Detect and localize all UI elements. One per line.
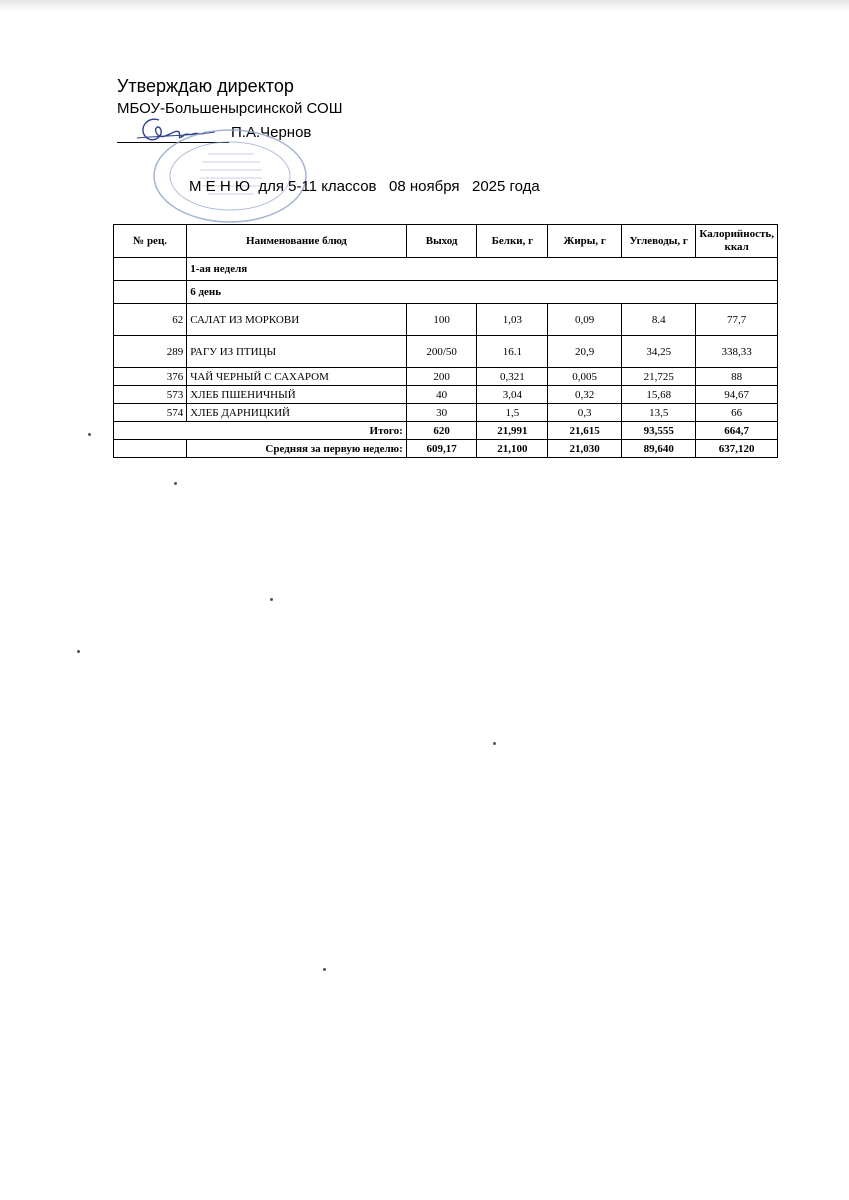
scan-speck	[270, 598, 273, 601]
dish-name: САЛАТ ИЗ МОРКОВИ	[187, 304, 407, 336]
scan-speck	[493, 742, 496, 745]
total-protein: 21,991	[477, 422, 548, 440]
school-seal-stamp	[150, 126, 310, 226]
recipe-number: 574	[114, 404, 187, 422]
table-row	[114, 386, 778, 404]
table-row	[114, 304, 778, 336]
menu-table	[113, 224, 778, 458]
carbs-cell: 13,5	[622, 404, 696, 422]
fat-cell: 20,9	[548, 336, 622, 368]
output-cell: 100	[406, 304, 477, 336]
output-cell: 200	[406, 368, 477, 386]
calories-cell: 88	[696, 368, 778, 386]
recipe-number: 62	[114, 304, 187, 336]
col-header-dish: Наименование блюд	[187, 225, 407, 258]
table-row	[114, 404, 778, 422]
table-row	[114, 336, 778, 368]
total-label: Итого:	[114, 422, 407, 440]
recipe-number: 573	[114, 386, 187, 404]
scan-edge	[0, 0, 849, 12]
col-header-recipe: № рец.	[114, 225, 187, 258]
average-carbs: 89,640	[622, 440, 696, 458]
scan-speck	[323, 968, 326, 971]
fat-cell: 0,3	[548, 404, 622, 422]
col-header-calories: Калорийность, ккал	[696, 225, 778, 258]
scan-speck	[88, 433, 91, 436]
protein-cell: 0,321	[477, 368, 548, 386]
recipe-number: 289	[114, 336, 187, 368]
week-label: 1-ая неделя	[187, 258, 778, 281]
fat-cell: 0,005	[548, 368, 622, 386]
total-output: 620	[406, 422, 477, 440]
calories-cell: 77,7	[696, 304, 778, 336]
average-protein: 21,100	[477, 440, 548, 458]
day-label: 6 день	[187, 281, 778, 304]
fat-cell: 0,32	[548, 386, 622, 404]
dish-name: ХЛЕБ ПШЕНИЧНЫЙ	[187, 386, 407, 404]
scan-speck	[174, 482, 177, 485]
school-name: МБОУ-Большенырсинской СОШ	[117, 100, 343, 117]
protein-cell: 16.1	[477, 336, 548, 368]
total-carbs: 93,555	[622, 422, 696, 440]
scan-speck	[77, 650, 80, 653]
calories-cell: 94,67	[696, 386, 778, 404]
total-fat: 21,615	[548, 422, 622, 440]
average-output: 609,17	[406, 440, 477, 458]
protein-cell: 1,03	[477, 304, 548, 336]
carbs-cell: 21,725	[622, 368, 696, 386]
average-fat: 21,030	[548, 440, 622, 458]
carbs-cell: 15,68	[622, 386, 696, 404]
col-header-output: Выход	[406, 225, 477, 258]
average-label: Средняя за первую неделю:	[187, 440, 407, 458]
total-calories: 664,7	[696, 422, 778, 440]
table-row	[114, 368, 778, 386]
output-cell: 40	[406, 386, 477, 404]
carbs-cell: 34,25	[622, 336, 696, 368]
dish-name: ХЛЕБ ДАРНИЦКИЙ	[187, 404, 407, 422]
col-header-fat: Жиры, г	[548, 225, 622, 258]
dish-name: ЧАЙ ЧЕРНЫЙ С САХАРОМ	[187, 368, 407, 386]
table-header-row	[114, 225, 778, 258]
average-row	[114, 440, 778, 458]
output-cell: 30	[406, 404, 477, 422]
carbs-cell: 8.4	[622, 304, 696, 336]
total-row	[114, 422, 778, 440]
dish-name: РАГУ ИЗ ПТИЦЫ	[187, 336, 407, 368]
calories-cell: 66	[696, 404, 778, 422]
day-row	[114, 281, 778, 304]
approval-line: Утверждаю директор	[117, 76, 294, 96]
protein-cell: 3,04	[477, 386, 548, 404]
average-calories: 637,120	[696, 440, 778, 458]
week-row	[114, 258, 778, 281]
col-header-protein: Белки, г	[477, 225, 548, 258]
recipe-number: 376	[114, 368, 187, 386]
col-header-carbs: Углеводы, г	[622, 225, 696, 258]
fat-cell: 0,09	[548, 304, 622, 336]
protein-cell: 1,5	[477, 404, 548, 422]
output-cell: 200/50	[406, 336, 477, 368]
calories-cell: 338,33	[696, 336, 778, 368]
director-name: П.А.Чернов	[231, 124, 312, 141]
menu-title: М Е Н Ю для 5-11 классов 08 ноября 2025 года	[189, 178, 540, 195]
